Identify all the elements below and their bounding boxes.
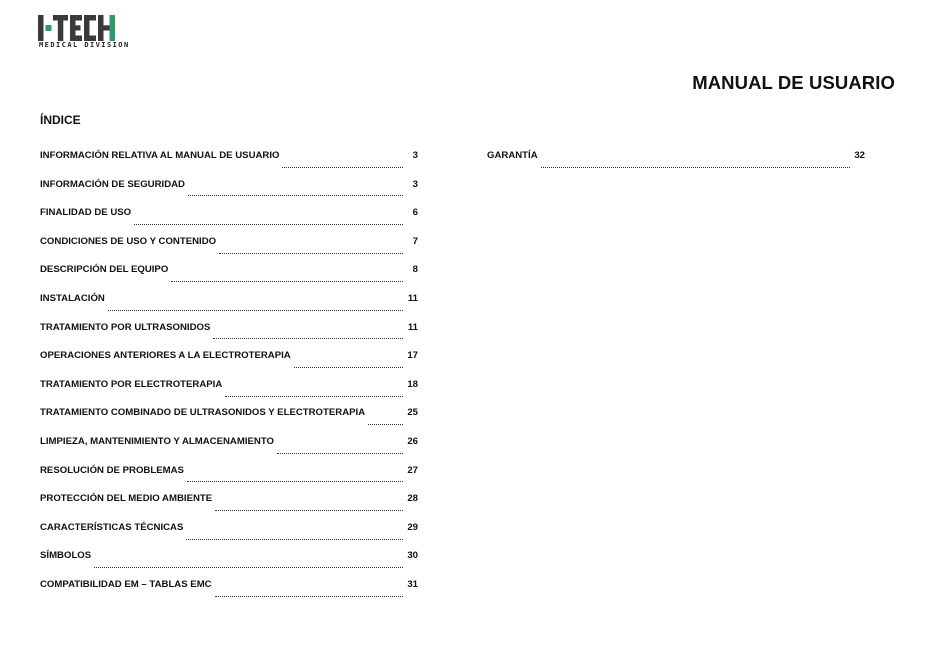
toc-dot-leader (225, 396, 403, 397)
toc-entry-title: TRATAMIENTO COMBINADO DE ULTRASONIDOS Y ELECTROTERAPIA (40, 407, 366, 419)
toc-entry-page: 11 (407, 292, 418, 304)
toc-entry-page: 11 (407, 321, 418, 333)
toc-entry-page: 7 (412, 235, 418, 247)
toc-entry-title: SÍMBOLOS (40, 550, 92, 562)
index-heading: ÍNDICE (40, 113, 81, 127)
toc-entry-page: 26 (407, 435, 418, 447)
toc-entry[interactable] (40, 322, 418, 351)
toc-entry-page: 28 (407, 493, 418, 505)
toc-entry-page: 18 (407, 378, 418, 390)
toc-entry-page: 31 (407, 578, 418, 590)
company-logo (38, 15, 130, 51)
toc-entry-page: 3 (412, 178, 418, 190)
toc-dot-leader (215, 596, 403, 597)
toc-entry-page: 32 (854, 150, 865, 161)
toc-entry-title: CARACTERÍSTICAS TÉCNICAS (40, 521, 184, 533)
toc-dot-leader (277, 453, 403, 454)
toc-entry-title: COMPATIBILIDAD EM – TABLAS EMC (40, 578, 212, 590)
logo-subtitle: MEDICAL DIVISION (39, 41, 130, 49)
itech-logo-mark (38, 15, 116, 41)
toc-entry-title: INFORMACIÓN DE SEGURIDAD (40, 178, 185, 190)
toc-entry[interactable] (40, 379, 418, 408)
toc-dot-leader (368, 424, 403, 425)
toc-entry-title: INSTALACIÓN (40, 292, 105, 304)
toc-entry-title: OPERACIONES ANTERIORES A LA ELECTROTERAPIA (40, 350, 291, 362)
toc-dot-leader (541, 167, 850, 168)
toc-entry-title: LIMPIEZA, MANTENIMIENTO Y ALMACENAMIENTO (40, 435, 274, 447)
toc-entry[interactable] (40, 579, 418, 608)
toc-entry-page: 30 (407, 550, 418, 562)
toc-dot-leader (215, 510, 403, 511)
toc-right-column (487, 150, 865, 179)
toc-entry-title: CONDICIONES DE USO Y CONTENIDO (40, 235, 217, 247)
toc-entry-title: GARANTÍA (487, 150, 538, 161)
toc-entry[interactable] (40, 493, 418, 522)
toc-dot-leader (213, 338, 403, 339)
toc-entry[interactable] (40, 150, 418, 179)
toc-dot-leader (134, 224, 403, 225)
toc-entry[interactable] (40, 407, 418, 436)
toc-entry-page: 29 (407, 521, 418, 533)
toc-entry-page: 3 (412, 150, 418, 161)
toc-entry-page: 8 (412, 264, 418, 276)
toc-entry[interactable] (40, 465, 418, 494)
toc-dot-leader (219, 253, 403, 254)
toc-left-column (40, 150, 418, 608)
toc-dot-leader (94, 567, 403, 568)
toc-entry-title: TRATAMIENTO POR ELECTROTERAPIA (40, 378, 223, 390)
toc-dot-leader (171, 281, 403, 282)
toc-entry[interactable] (40, 264, 418, 293)
toc-entry-title: PROTECCIÓN DEL MEDIO AMBIENTE (40, 493, 213, 505)
toc-entry-page: 27 (407, 464, 418, 476)
toc-entry[interactable] (40, 522, 418, 551)
toc-entry[interactable] (40, 550, 418, 579)
toc-entry[interactable] (40, 207, 418, 236)
toc-dot-leader (186, 539, 403, 540)
toc-dot-leader (108, 310, 403, 311)
toc-entry[interactable] (40, 179, 418, 208)
toc-entry-title: TRATAMIENTO POR ULTRASONIDOS (40, 321, 211, 333)
document-title: MANUAL DE USUARIO (692, 72, 895, 93)
toc-entry[interactable] (40, 350, 418, 379)
toc-entry-page: 25 (407, 407, 418, 419)
toc-entry[interactable] (40, 236, 418, 265)
toc-entry-title: FINALIDAD DE USO (40, 207, 132, 219)
toc-entry-title: DESCRIPCIÓN DEL EQUIPO (40, 264, 169, 276)
toc-dot-leader (282, 167, 403, 168)
toc-dot-leader (188, 195, 403, 196)
toc-dot-leader (294, 367, 403, 368)
toc-entry[interactable] (487, 150, 865, 179)
toc-dot-leader (187, 481, 403, 482)
toc-entry[interactable] (40, 436, 418, 465)
toc-entry-title: RESOLUCIÓN DE PROBLEMAS (40, 464, 184, 476)
toc-entry-page: 17 (407, 350, 418, 362)
toc-entry-page: 6 (412, 207, 418, 219)
toc-entry-title: INFORMACIÓN RELATIVA AL MANUAL DE USUARIO (40, 150, 280, 161)
toc-entry[interactable] (40, 293, 418, 322)
